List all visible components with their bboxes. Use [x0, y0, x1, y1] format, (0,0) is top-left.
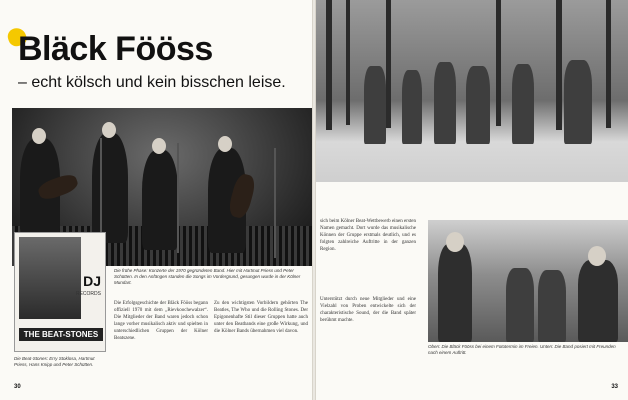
band-member-figure — [92, 133, 128, 243]
band-member-figure — [142, 150, 178, 250]
band-member-figure — [402, 70, 422, 144]
left-page — [0, 0, 312, 400]
forest-band-photo — [316, 0, 628, 182]
record-label-sub: RECORDS — [75, 291, 101, 297]
record-cover-image — [14, 232, 106, 352]
page-number: 30 — [14, 384, 21, 390]
tree-trunk — [346, 0, 350, 125]
record-caption: Die Beat-Stones: Erry Stoklosa, Hartmut Priess, Hans Knipp und Peter Schütten. — [14, 356, 95, 367]
right-page — [316, 0, 628, 400]
microphone-stand — [177, 143, 179, 253]
microphone-stand — [274, 148, 276, 258]
page-number: 33 — [611, 384, 618, 390]
tree-trunk — [386, 0, 391, 128]
band-member-figure — [466, 66, 490, 144]
group-photo-caption: Oben: Die Bläck Fööss bei einem Fototermin im Freien. Unten: Die Band posiert mit Freunden nach einem Auftritt. — [428, 344, 616, 355]
band-member-figure — [434, 62, 456, 144]
band-member-head — [218, 136, 232, 152]
band-member-figure — [578, 260, 618, 342]
article-title: Bläck Fööss — [18, 30, 213, 68]
tree-trunk — [556, 0, 562, 130]
band-member-figure — [364, 66, 386, 144]
record-cover-photo — [19, 237, 81, 319]
body-column-2: Zu den wichtigsten Vorbildern gehörten The Beatles, The Who und die Rolling Stones. Der Epigonenhafte Stil dieser Gruppen hatte auch unter den Beatbands eine große Wirkung, und die Kölner Bands übernahmen viel davon. — [214, 301, 308, 334]
stage-photo-caption: Die frühe Phase: Konzerte der 1970 gegründeten Band. Hier mit Hartmut Priess und Peter Schütten. In den Anfängen standen die Songs im Vordergrund, gesungen wurde in der Kölner Mundart. — [114, 268, 301, 285]
band-member-head — [152, 138, 166, 154]
band-member-figure — [512, 64, 534, 144]
tree-trunk — [326, 0, 332, 130]
record-cover-band-name: THE BEAT-STONES — [19, 328, 103, 341]
band-member-figure — [438, 244, 472, 342]
band-member-figure — [538, 270, 566, 342]
tree-trunk — [606, 0, 611, 128]
band-member-head — [102, 122, 116, 138]
record-label-logo: DJ — [83, 273, 101, 289]
band-member-figure — [506, 268, 534, 342]
body-column-2: Unterstützt durch neue Mitglieder und eine Vielzahl von Proben entwickelte sich der charakteristische Sound, der die Band später berühmt machte. — [320, 297, 416, 323]
body-column-1: Die Erfolgsgeschichte der Bläck Fööss begann offiziell 1970 mit dem „Rievkoochewalzer“. Die Mitglieder der Band waren jedoch schon lange vorher musikalisch aktiv und spielten in unterschiedlichen Gruppen der Kölner Beatszene. — [114, 301, 208, 341]
band-member-head — [446, 232, 464, 252]
band-member-head — [32, 128, 46, 144]
body-column-1: sich beim Kölner Beat-Wettbewerb einen ersten Namen gemacht. Dort wurde das musikalische Können der Gruppe erstmals deutlich, und es folgten zahlreiche Auftritte in der ganzen Region. — [320, 219, 416, 252]
group-portrait-photo — [428, 220, 628, 342]
band-member-figure — [564, 60, 592, 144]
tree-trunk — [496, 0, 501, 126]
band-member-head — [588, 246, 606, 266]
article-subtitle: – echt kölsch und kein bisschen leise. — [18, 74, 286, 91]
